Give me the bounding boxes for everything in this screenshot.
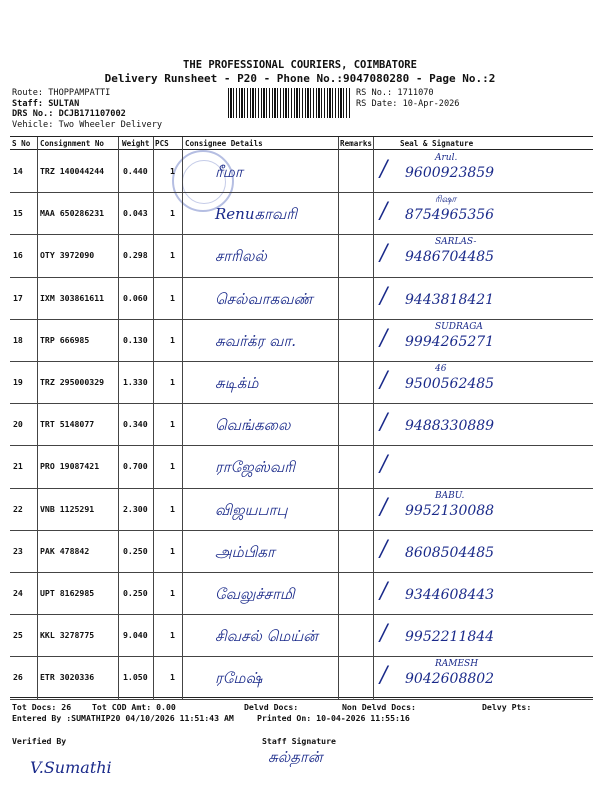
table-row	[10, 531, 593, 573]
row-weight: 0.250	[123, 588, 148, 598]
row-consignee-name: வெங்கலை	[215, 416, 291, 435]
document-title	[0, 58, 600, 86]
verified-by-label: Verified By	[12, 736, 67, 746]
row-pcs: 1	[170, 292, 175, 303]
row-seal-signature: SARLAS-	[435, 237, 477, 248]
vehicle-text: Vehicle: Two Wheeler Delivery	[12, 119, 163, 130]
row-phone: 8608504485	[405, 544, 495, 561]
remark-tick-mark: /	[380, 325, 388, 351]
header-right-info	[356, 88, 459, 110]
delivered-docs: Delvd Docs:	[244, 702, 299, 712]
row-consignment: IXM 303861611	[40, 292, 105, 303]
row-seal-signature: ரிஷா	[435, 195, 457, 206]
staff-signature: சுல்தான்	[268, 748, 323, 766]
row-consignment: KKL 3278775	[40, 630, 95, 641]
row-sno: 21	[13, 461, 23, 472]
row-pcs: 1	[170, 588, 175, 598]
row-sno: 24	[13, 588, 23, 598]
staff-signature-label: Staff Signature	[262, 736, 336, 746]
row-pcs: 1	[170, 377, 175, 387]
row-phone: 9952130088	[405, 502, 495, 519]
row-consignee-name: செல்வாகவண்	[215, 289, 313, 308]
row-consignee-name: Renuகாவரி	[215, 205, 298, 224]
row-pcs: 1	[170, 419, 175, 430]
row-weight: 2.300	[123, 503, 148, 514]
row-sno: 23	[13, 545, 23, 556]
row-sno: 25	[13, 630, 23, 641]
row-seal-signature: SUDRAGA	[435, 321, 483, 332]
table-row	[10, 193, 593, 235]
row-consignment: TRP 666985	[40, 334, 90, 345]
total-cod: Tot COD Amt: 0.00	[92, 702, 176, 712]
row-consignment: OTY 3972090	[40, 250, 95, 261]
row-phone: 9042608802	[405, 671, 495, 688]
table-header	[10, 137, 593, 150]
remark-tick-mark: /	[380, 536, 388, 562]
drs-number: DRS No.: DCJB171107002	[12, 109, 126, 119]
row-pcs: 1	[170, 166, 175, 176]
row-pcs: 1	[170, 630, 175, 641]
row-weight: 1.050	[123, 672, 148, 683]
staff-text: Staff: SULTAN	[12, 98, 80, 109]
row-pcs: 1	[170, 208, 175, 219]
row-seal-signature: BABU.	[435, 490, 465, 501]
row-consignee-name: சுவர்க்ர வா.	[215, 331, 297, 350]
row-pcs: 1	[170, 250, 175, 261]
col-consignee: Consignee Details	[185, 139, 263, 148]
row-phone: 9443818421	[405, 291, 495, 308]
table-row	[10, 489, 593, 531]
row-sno: 19	[13, 377, 23, 387]
remark-tick-mark: /	[380, 241, 388, 267]
table-row	[10, 446, 593, 488]
row-seal-signature: RAMESH	[435, 659, 479, 670]
row-pcs: 1	[170, 545, 175, 556]
row-sno: 16	[13, 250, 23, 261]
row-weight: 0.130	[123, 334, 148, 345]
row-consignment: MAA 650286231	[40, 208, 105, 219]
row-weight: 0.060	[123, 292, 148, 303]
row-consignment: ETR 3020336	[40, 672, 95, 683]
row-phone: 9488330889	[405, 418, 495, 435]
table-row	[10, 320, 593, 362]
row-consignment: VNB 1125291	[40, 503, 95, 514]
row-weight: 9.040	[123, 630, 148, 641]
delivery-points: Delvy Pts:	[482, 702, 532, 712]
row-seal-signature: 46	[435, 364, 447, 374]
row-phone: 9500562485	[405, 376, 495, 392]
table-row	[10, 657, 593, 699]
row-sno: 20	[13, 419, 23, 430]
table-row	[10, 235, 593, 277]
col-weight: Weight	[122, 139, 150, 148]
row-sno: 17	[13, 292, 23, 303]
row-phone: 9994265271	[405, 333, 495, 350]
remark-tick-mark: /	[380, 621, 388, 647]
entered-by: Entered By :SUMATHIP20 04/10/2026 11:51:43 AM	[12, 713, 234, 723]
runsheet-subtitle: Delivery Runsheet - P20 - Phone No.:9047080280 - Page No.:2	[104, 72, 496, 85]
verifier-signature: V.Sumathi	[30, 758, 112, 777]
route-text: Route: THOPPAMPATTI	[12, 88, 111, 98]
rs-date: RS Date: 10-Apr-2026	[356, 99, 460, 109]
row-seal-signature: Arul.	[435, 153, 458, 163]
remark-tick-mark: /	[380, 410, 388, 436]
table-row	[10, 278, 593, 320]
row-sno: 26	[13, 672, 23, 683]
remark-tick-mark: /	[380, 283, 388, 309]
row-consignment: PAK 478842	[40, 545, 90, 556]
remark-tick-mark: /	[380, 494, 388, 520]
row-pcs: 1	[170, 461, 175, 472]
row-consignee-name: ரீமா	[215, 163, 243, 181]
company-name: THE PROFESSIONAL COURIERS, COIMBATORE	[183, 59, 417, 71]
remark-tick-mark: /	[380, 579, 388, 604]
table-row	[10, 151, 593, 193]
row-weight: 0.043	[123, 208, 148, 219]
row-consignee-name: ரமேஷ்	[215, 669, 263, 688]
total-docs: Tot Docs: 26	[12, 702, 72, 712]
row-weight: 0.700	[123, 461, 148, 472]
row-consignee-name: சாரிலல்	[215, 247, 267, 266]
row-phone: 9344608443	[405, 587, 495, 603]
row-consignment: PRO 19087421	[40, 461, 100, 472]
row-sno: 22	[13, 503, 23, 514]
barcode-image	[228, 88, 350, 118]
row-sno: 18	[13, 334, 23, 345]
row-weight: 0.298	[123, 250, 148, 261]
table-row	[10, 404, 593, 446]
row-consignee-name: சிவசல் மெய்ன்	[215, 627, 318, 646]
row-consignment: TRZ 295000329	[40, 377, 105, 387]
col-pcs: PCS	[155, 139, 169, 148]
row-pcs: 1	[170, 503, 175, 514]
row-phone: 8754965356	[405, 207, 495, 224]
header-left-info	[12, 88, 162, 130]
runsheet-table	[10, 136, 593, 698]
remark-tick-mark: /	[380, 157, 388, 182]
row-sno: 15	[13, 208, 23, 219]
row-phone: 9600923859	[405, 165, 495, 181]
row-weight: 0.250	[123, 545, 148, 556]
row-consignment: TRT 5148077	[40, 419, 95, 430]
non-delivered-docs: Non Delvd Docs:	[342, 702, 416, 712]
row-phone: 9952211844	[405, 629, 495, 646]
table-row	[10, 615, 593, 657]
table-row	[10, 362, 593, 404]
rs-number: RS No.: 1711070	[356, 88, 434, 98]
row-pcs: 1	[170, 334, 175, 345]
row-consignee-name: விஜயபாபு	[215, 500, 288, 519]
row-consignee-name: வேலுச்சாமி	[215, 585, 295, 603]
row-consignee-name: அம்பிகா	[215, 542, 275, 561]
row-consignee-name: ராஜேஸ்வரி	[215, 458, 296, 477]
col-remarks: Remarks	[340, 139, 373, 148]
printed-on: Printed On: 10-04-2026 11:55:16	[257, 713, 410, 723]
row-weight: 0.440	[123, 166, 148, 176]
row-weight: 0.340	[123, 419, 148, 430]
col-seal: Seal & Signature	[400, 139, 474, 148]
remark-tick-mark: /	[380, 663, 388, 689]
row-consignment: UPT 8162985	[40, 588, 95, 598]
remark-tick-mark: /	[380, 199, 388, 225]
row-sno: 14	[13, 166, 23, 176]
remark-tick-mark: /	[380, 452, 388, 478]
row-consignment: TRZ 140044244	[40, 166, 105, 176]
row-consignee-name: சுடிக்ம்	[215, 374, 259, 392]
row-phone: 9486704485	[405, 249, 495, 266]
remark-tick-mark: /	[380, 368, 388, 393]
col-sno: S No	[12, 139, 31, 148]
row-pcs: 1	[170, 672, 175, 683]
table-row	[10, 573, 593, 615]
col-consignment: Consignment No	[40, 139, 105, 148]
row-weight: 1.330	[123, 377, 148, 387]
